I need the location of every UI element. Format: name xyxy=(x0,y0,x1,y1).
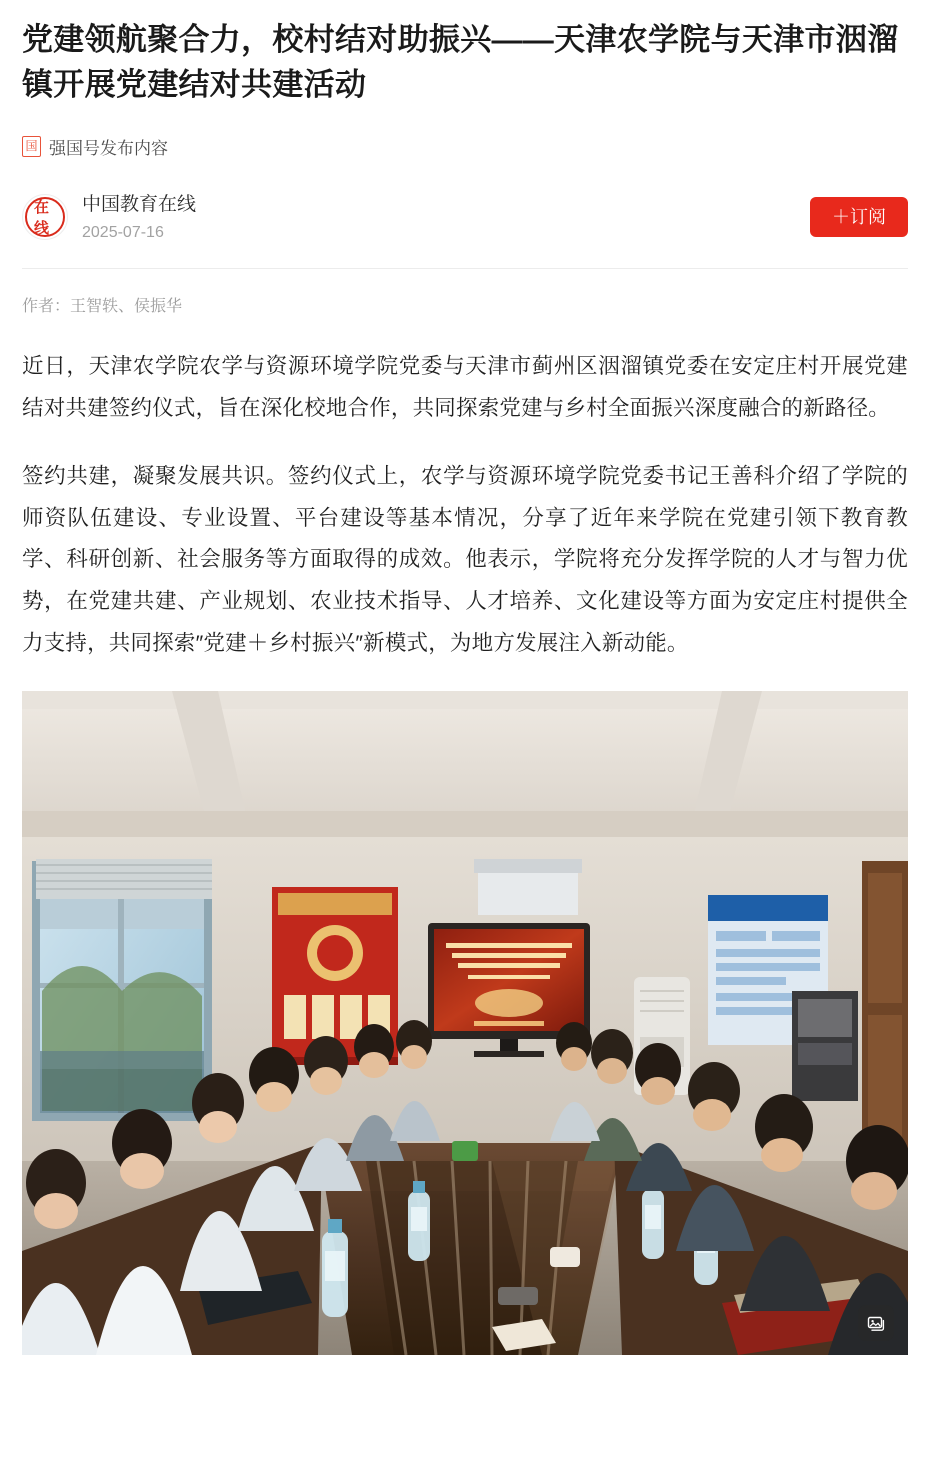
publisher-name[interactable]: 中国教育在线 xyxy=(82,193,197,215)
image-stack-icon[interactable] xyxy=(858,1305,894,1341)
page-title: 党建领航聚合力，校村结对助振兴——天津农学院与天津市洇溜镇开展党建结对共建活动 xyxy=(22,22,899,102)
red-square-badge-icon: 国 xyxy=(22,136,41,157)
avatar-label: 在线 xyxy=(34,200,49,238)
divider xyxy=(22,268,908,269)
subscribe-button[interactable]: ＋订阅 xyxy=(810,197,908,237)
avatar[interactable] xyxy=(22,194,68,240)
source-tag-label: 强国号发布内容 xyxy=(49,138,168,158)
article-figure xyxy=(0,691,930,1355)
article-content xyxy=(0,18,930,665)
paragraph: 近日，天津农学院农学与资源环境学院党委与天津市蓟州区洇溜镇党委在安定庄村开展党建结对共建签约仪式，旨在深化校地合作，共同探索党建与乡村全面振兴深度融合的新路径。 xyxy=(22,353,908,420)
article-photo[interactable] xyxy=(22,691,908,1355)
publish-date: 2025-07-16 xyxy=(82,223,164,241)
publisher-meta xyxy=(82,193,196,242)
publisher-row xyxy=(22,193,908,242)
paragraph: 签约共建，凝聚发展共识。签约仪式上，农学与资源环境学院党委书记王善科介绍了学院的师资队伍建设、专业设置、平台建设等基本情况，分享了近年来学院在党建引领下教育教学、科研创新、社会服务等方面取得的成效。他表示，学院将充分发挥学院的人才与智力优势，在党建共建、产业规划、农业技术指导、人才培养、文化建设等方面为安定庄村提供全力支持，共同探索″党建＋乡村振兴″新模式，为地方发展注入新动能。 xyxy=(22,463,908,656)
source-tag xyxy=(22,134,908,159)
article-body xyxy=(22,346,908,665)
byline: 作者：王智轶、侯振华 xyxy=(22,297,183,315)
